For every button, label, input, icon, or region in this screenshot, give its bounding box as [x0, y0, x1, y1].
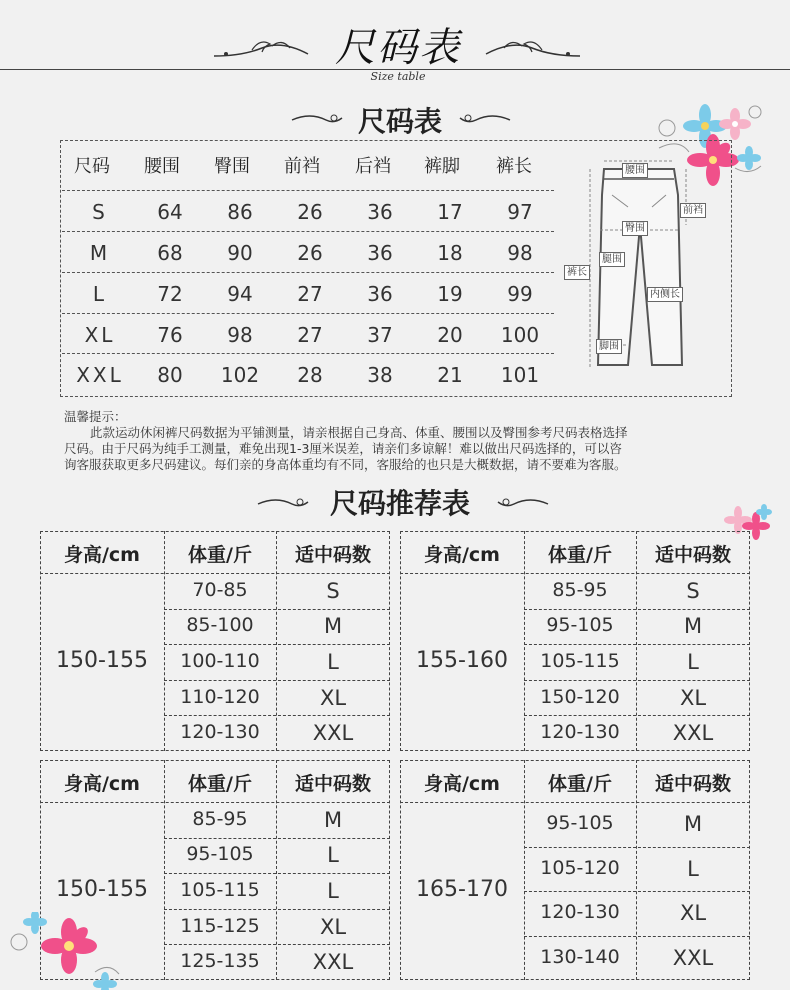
- section-right-swirl-icon: [456, 110, 512, 128]
- weight-range: 100-110: [180, 650, 260, 672]
- header-divider: [400, 802, 750, 803]
- section-left-swirl-icon: [256, 494, 312, 512]
- recommended-size: XL: [319, 685, 347, 710]
- row-divider: [524, 847, 750, 848]
- header-right-ornament-icon: [482, 34, 582, 64]
- row-divider: [524, 936, 750, 937]
- recommended-size: M: [323, 807, 343, 832]
- size-label: L: [92, 282, 108, 306]
- weight-range: 120-130: [540, 721, 620, 744]
- weight-range: 105-120: [540, 856, 620, 879]
- size-value: 97: [507, 200, 533, 224]
- size-value: 36: [367, 200, 393, 224]
- weight-range: 120-130: [540, 901, 620, 924]
- column-header: 适中码数: [294, 544, 371, 566]
- col-header-waist: 腰围: [144, 156, 180, 177]
- recommended-size: L: [327, 650, 339, 674]
- recommended-size: M: [683, 812, 703, 837]
- row-divider: [164, 944, 390, 945]
- recommended-size: S: [686, 578, 700, 603]
- recommended-size: M: [683, 614, 703, 639]
- row-divider: [164, 873, 390, 874]
- row-divider: [62, 231, 554, 232]
- size-value: 101: [500, 363, 540, 387]
- size-value: 99: [507, 282, 533, 306]
- diagram-label-waist: 腰围: [622, 163, 648, 178]
- size-value: 68: [157, 241, 183, 265]
- weight-range: 85-95: [192, 807, 248, 830]
- note-title: 温馨提示：: [64, 409, 127, 424]
- row-divider: [164, 838, 390, 839]
- header-divider: [400, 573, 750, 574]
- size-value: 90: [227, 241, 253, 265]
- row-divider: [62, 313, 554, 314]
- size-value: 100: [500, 323, 540, 347]
- recommended-size: L: [687, 650, 699, 674]
- height-range: 150-155: [56, 877, 148, 902]
- row-divider: [164, 609, 390, 610]
- pants-diagram-icon: [570, 155, 710, 380]
- size-value: 64: [157, 200, 183, 224]
- column-header: 身高/cm: [63, 544, 140, 566]
- size-value: 26: [297, 200, 323, 224]
- column-header: 体重/斤: [188, 544, 252, 566]
- size-value: 80: [157, 363, 183, 387]
- size-value: 21: [437, 363, 463, 387]
- recommended-size: XXL: [312, 721, 354, 746]
- recommended-size: XL: [679, 685, 707, 710]
- header-divider: [40, 802, 390, 803]
- size-value: 72: [157, 282, 183, 306]
- size-value: 19: [437, 282, 463, 306]
- recommended-size: M: [323, 614, 343, 639]
- recommended-size: L: [327, 843, 339, 868]
- weight-range: 85-95: [552, 578, 608, 601]
- column-header: 体重/斤: [548, 773, 612, 795]
- size-label: S: [92, 200, 108, 224]
- weight-range: 95-105: [546, 812, 614, 835]
- size-value: 98: [227, 323, 253, 347]
- weight-range: 130-140: [540, 945, 620, 968]
- recommended-size: XL: [319, 914, 347, 939]
- col-header-hem: 裤脚: [424, 156, 460, 177]
- note-line-3: 询客服获取更多尺码建议。每们亲的身高体重均有不同，客服给的也只是大概数据，请不要难为客服。: [64, 457, 627, 472]
- row-divider: [524, 680, 750, 681]
- section-left-swirl-icon: [290, 110, 346, 128]
- weight-range: 110-120: [180, 685, 260, 708]
- column-header: 体重/斤: [188, 773, 252, 795]
- row-divider: [164, 909, 390, 910]
- row-divider: [62, 190, 554, 191]
- size-value: 20: [437, 323, 463, 347]
- col-header-back-rise: 后裆: [355, 156, 391, 177]
- diagram-label-inseam: 内侧长: [647, 287, 683, 302]
- recommend-section-title: 尺码推荐表: [329, 487, 470, 520]
- size-value: 36: [367, 282, 393, 306]
- note-line-2: 尺码。由于尺码为纯手工测量，难免出现1-3厘米误差，请亲们多谅解！难以做出尺码选择的，可以咨: [64, 441, 622, 456]
- size-value: 86: [227, 200, 253, 224]
- weight-range: 70-85: [192, 578, 248, 601]
- recommended-size: L: [687, 856, 699, 881]
- column-header: 适中码数: [654, 544, 731, 566]
- weight-range: 105-115: [540, 650, 620, 672]
- size-value: 27: [297, 282, 323, 306]
- header-left-ornament-icon: [212, 34, 312, 64]
- diagram-label-length: 裤长: [564, 265, 590, 280]
- recommended-size: S: [326, 578, 340, 603]
- size-value: 76: [157, 323, 183, 347]
- col-header-length: 裤长: [496, 156, 532, 177]
- header-divider: [40, 573, 390, 574]
- col-header-size: 尺码: [74, 156, 110, 177]
- header-title: 尺码表: [335, 25, 461, 71]
- size-value: 94: [227, 282, 253, 306]
- weight-range: 120-130: [180, 721, 260, 744]
- row-divider: [164, 680, 390, 681]
- column-header: 身高/cm: [423, 773, 500, 795]
- size-value: 37: [367, 323, 393, 347]
- recommended-size: XXL: [312, 950, 354, 975]
- size-value: 17: [437, 200, 463, 224]
- weight-range: 95-105: [186, 843, 254, 866]
- col-header-hip: 臀围: [214, 156, 250, 177]
- diagram-label-thigh: 腿围: [599, 252, 625, 267]
- column-header: 适中码数: [294, 773, 371, 795]
- note-line-1: 此款运动休闲裤尺码数据为平铺测量，请亲根据自己身高、体重、腰围以及臀围参考尺码表格选择: [90, 425, 628, 440]
- row-divider: [524, 609, 750, 610]
- recommended-size: L: [327, 879, 339, 903]
- size-label: XXL: [76, 363, 124, 387]
- size-label: XL: [84, 323, 116, 347]
- column-header: 身高/cm: [63, 773, 140, 795]
- row-divider: [524, 891, 750, 892]
- size-value: 98: [507, 241, 533, 265]
- size-value: 28: [297, 363, 323, 387]
- size-value: 18: [437, 241, 463, 265]
- size-label: M: [89, 241, 111, 265]
- weight-range: 115-125: [180, 914, 260, 937]
- row-divider: [62, 353, 554, 354]
- column-header: 体重/斤: [548, 544, 612, 566]
- diagram-label-hem: 脚围: [596, 339, 622, 354]
- column-header: 适中码数: [654, 773, 731, 795]
- diagram-label-hip: 臀围: [622, 221, 648, 236]
- height-range: 165-170: [416, 877, 508, 902]
- row-divider: [524, 644, 750, 645]
- weight-range: 85-100: [186, 614, 254, 637]
- column-header: 身高/cm: [423, 544, 500, 566]
- height-range: 155-160: [416, 648, 508, 673]
- weight-range: 125-135: [180, 950, 260, 973]
- row-divider: [164, 715, 390, 716]
- recommended-size: XXL: [672, 721, 714, 746]
- height-range: 150-155: [56, 648, 148, 673]
- size-value: 26: [297, 241, 323, 265]
- weight-range: 150-120: [540, 685, 620, 708]
- section-right-swirl-icon: [494, 494, 550, 512]
- row-divider: [164, 644, 390, 645]
- header-subtitle: Size table: [370, 70, 426, 83]
- size-value: 36: [367, 241, 393, 265]
- row-divider: [524, 715, 750, 716]
- row-divider: [62, 272, 554, 273]
- size-value: 38: [367, 363, 393, 387]
- weight-range: 105-115: [180, 879, 260, 901]
- col-header-front-rise: 前裆: [284, 156, 320, 177]
- recommended-size: XXL: [672, 945, 714, 970]
- weight-range: 95-105: [546, 614, 614, 637]
- size-value: 102: [220, 363, 260, 387]
- bottom-flower-decoration-icon: [5, 912, 125, 990]
- size-value: 27: [297, 323, 323, 347]
- size-section-title: 尺码表: [357, 105, 442, 138]
- recommended-size: XL: [679, 901, 707, 926]
- diagram-label-front-rise: 前裆: [680, 203, 706, 218]
